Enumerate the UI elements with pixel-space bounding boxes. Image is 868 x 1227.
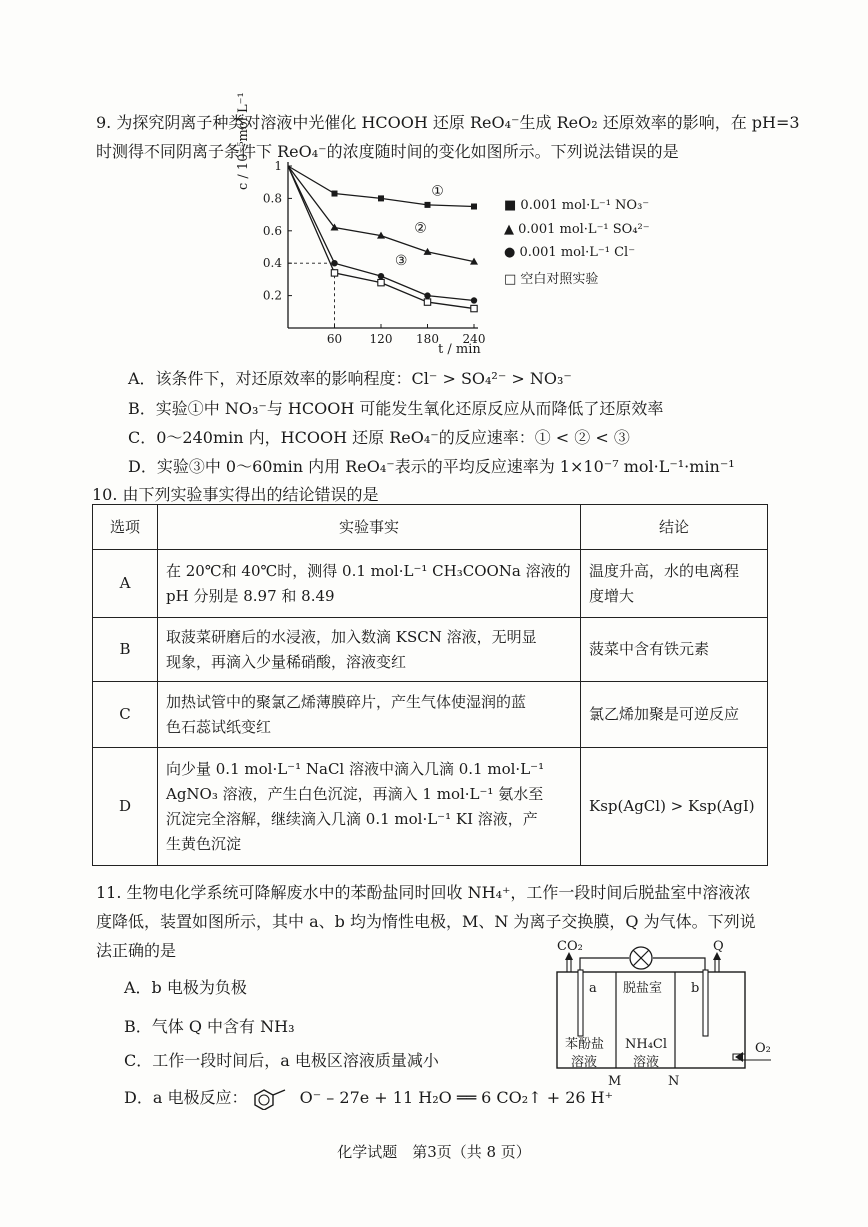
table-row	[93, 682, 768, 748]
data-point	[331, 260, 337, 266]
q11-option-c: C．工作一段时间后，a 电极区溶液质量减小	[124, 1051, 439, 1070]
table-row	[93, 550, 768, 618]
data-point	[332, 191, 338, 197]
y-tick-label: 0.4	[262, 256, 282, 271]
q9-option-b: B．实验①中 NO₃⁻与 HCOOH 可能发生氧化还原反应从而降低了还原效率	[128, 399, 664, 418]
data-point	[425, 202, 431, 208]
label-left2: 溶液	[571, 1055, 598, 1070]
legend-item-2: ▲ 0.001 mol·L⁻¹ SO₄²⁻	[504, 222, 650, 237]
q9-option-c: C．0～240min 内，HCOOH 还原 ReO₄⁻的反应速率：① < ② < ③	[128, 428, 630, 447]
y-tick-label: 0.2	[262, 288, 282, 303]
legend-item-4: □ 空白对照实验	[504, 272, 599, 287]
option-d-label: D．a 电极反应：	[124, 1088, 248, 1107]
q10-stem: 10. 由下列实验事实得出的结论错误的是	[92, 485, 379, 504]
legend-label: 0.001 mol·L⁻¹ SO₄²⁻	[518, 222, 650, 237]
label-m: M	[608, 1074, 622, 1088]
series-label-3: ③	[394, 252, 408, 269]
q11-stem-line1: 11. 生物电化学系统可降解废水中的苯酚盐同时回收 NH₄⁺，工作一段时间后脱盐室中溶液浓	[96, 883, 751, 902]
label-desalination: 脱盐室	[623, 981, 663, 996]
row-fact	[158, 550, 581, 618]
q11-option-a: A．b 电极为负极	[124, 978, 247, 997]
data-point	[331, 270, 337, 276]
legend-label: 0.001 mol·L⁻¹ Cl⁻	[519, 245, 636, 260]
q11-option-b: B．气体 Q 中含有 NH₃	[124, 1017, 295, 1036]
legend-item-1: ■ 0.001 mol·L⁻¹ NO₃⁻	[504, 198, 650, 213]
series-label-2: ②	[414, 220, 427, 237]
fact-line: 在 20℃和 40℃时，测得 0.1 mol·L⁻¹ CH₃COONa 溶液的	[166, 561, 571, 580]
fact-line: AgNO₃ 溶液，产生白色沉淀，再滴入 1 mol·L⁻¹ 氨水至	[166, 784, 544, 803]
phenoxide-ring-icon	[253, 1088, 295, 1110]
header-fact: 实验事实	[158, 505, 581, 550]
conclusion-line: 菠菜中含有铁元素	[589, 640, 710, 658]
data-point	[471, 297, 477, 303]
page-footer: 化学试题 第3页（共 8 页）	[337, 1143, 531, 1161]
label-n: N	[668, 1074, 680, 1088]
x-tick-label: 120	[369, 332, 393, 346]
q9-stem-line1: 9. 为探究阴离子种类对溶液中光催化 HCOOH 还原 ReO₄⁻生成 ReO₂ 还原效率的影响，在 pH=3	[96, 113, 800, 132]
data-point	[424, 292, 430, 298]
conclusion-line: Ksp(AgCl) > Ksp(AgI)	[589, 797, 755, 815]
header-conclusion: 结论	[581, 505, 768, 550]
chart-xlabel: t / min	[438, 342, 481, 357]
fact-line: 现象，再滴入少量稀硝酸，溶液变红	[166, 652, 407, 671]
q9-chart	[230, 158, 630, 363]
q11-cell-diagram	[545, 938, 780, 1088]
series-line-2	[288, 166, 474, 262]
data-point	[471, 305, 477, 311]
row-option: C	[93, 682, 158, 748]
row-conclusion	[581, 550, 768, 618]
label-a: a	[589, 981, 597, 996]
series-label-1: ①	[431, 183, 444, 200]
row-fact	[158, 748, 581, 866]
row-fact	[158, 618, 581, 682]
legend-label: 空白对照实验	[520, 272, 599, 287]
legend-item-3: ● 0.001 mol·L⁻¹ Cl⁻	[504, 245, 636, 260]
fact-line: 沉淀完全溶解，继续滴入几滴 0.1 mol·L⁻¹ KI 溶液，产	[166, 809, 538, 828]
y-tick-label: 0.6	[262, 223, 282, 238]
label-q: Q	[713, 939, 724, 954]
y-tick-label: 0.8	[262, 191, 282, 206]
data-point	[471, 204, 477, 210]
row-conclusion	[581, 748, 768, 866]
row-option: B	[93, 618, 158, 682]
row-fact	[158, 682, 581, 748]
fact-line: 向少量 0.1 mol·L⁻¹ NaCl 溶液中滴入几滴 0.1 mol·L⁻¹	[166, 759, 545, 778]
fact-line: 色石蕊试纸变红	[166, 717, 272, 736]
y-tick-label: 1	[274, 159, 282, 173]
q9-option-d: D．实验③中 0～60min 内用 ReO₄⁻表示的平均反应速率为 1×10⁻⁷ mol·L⁻¹·min⁻¹	[128, 457, 735, 476]
fact-line: pH 分别是 8.97 和 8.49	[166, 586, 335, 605]
data-point	[378, 279, 384, 285]
conclusion-line: 度增大	[589, 586, 635, 605]
electrode-a	[578, 970, 583, 1036]
label-co2: CO₂	[557, 939, 583, 954]
x-tick-label: 60	[326, 332, 343, 346]
q9-option-a: A．该条件下，对还原效率的影响程度：Cl⁻ > SO₄²⁻ > NO₃⁻	[128, 369, 572, 388]
label-o2: O₂	[755, 1041, 771, 1056]
x-tick-label: 240	[462, 332, 486, 346]
chart-ylabel: c / 10⁻⁵mol·L⁻¹	[236, 92, 251, 190]
label-mid2: 溶液	[633, 1055, 660, 1070]
data-point	[378, 273, 384, 279]
fact-line: 取菠菜研磨后的水浸液，加入数滴 KSCN 溶液，无明显	[166, 627, 537, 646]
row-conclusion	[581, 682, 768, 748]
row-conclusion	[581, 618, 768, 682]
electrode-b	[703, 970, 708, 1036]
legend-label: 0.001 mol·L⁻¹ NO₃⁻	[520, 198, 650, 213]
data-point	[424, 299, 430, 305]
row-option: A	[93, 550, 158, 618]
label-mid1: NH₄Cl	[625, 1037, 668, 1052]
row-option: D	[93, 748, 158, 866]
q11-stem-line3: 法正确的是	[96, 941, 177, 960]
option-d-equation: O⁻ – 27e + 11 H₂O ══ 6 CO₂↑ + 26 H⁺	[299, 1088, 614, 1107]
x-tick-label: 180	[416, 332, 439, 346]
table-row	[93, 748, 768, 866]
q9-stem-line2: 时测得不同阴离子条件下 ReO₄⁻的浓度随时间的变化如图所示。下列说法错误的是	[96, 142, 679, 161]
label-left1: 苯酚盐	[565, 1037, 605, 1052]
conclusion-line: 温度升高，水的电离程	[589, 561, 740, 580]
fact-line: 生黄色沉淀	[166, 834, 242, 853]
conclusion-line: 氯乙烯加聚是可逆反应	[589, 705, 740, 723]
q10-table	[92, 504, 768, 866]
q11-stem-line2: 度降低，装置如图所示，其中 a、b 均为惰性电极，M、N 为离子交换膜，Q 为气体。下列说	[96, 912, 756, 931]
table-row	[93, 618, 768, 682]
label-b: b	[691, 981, 700, 996]
header-option: 选项	[93, 505, 158, 550]
fact-line: 加热试管中的聚氯乙烯薄膜碎片，产生气体使湿润的蓝	[166, 692, 527, 711]
table-header-row	[93, 505, 768, 550]
data-point	[378, 195, 384, 201]
lamp-icon	[630, 947, 652, 969]
q11-option-d	[124, 1087, 613, 1110]
